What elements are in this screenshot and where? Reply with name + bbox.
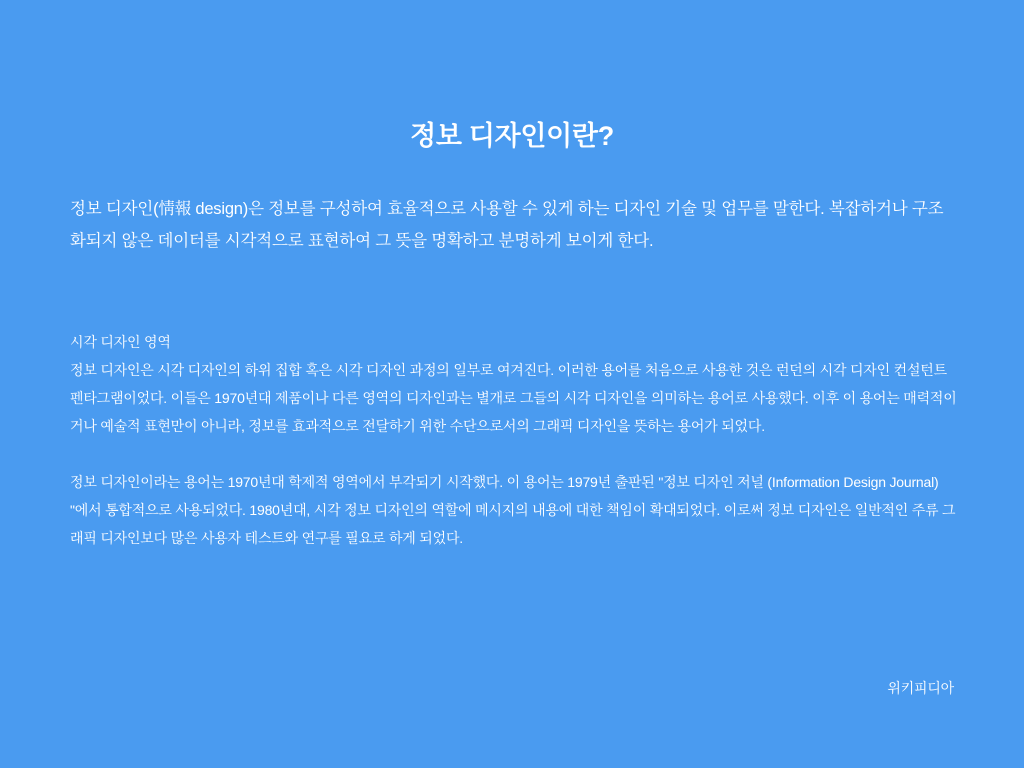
section-heading: 시각 디자인 영역 xyxy=(70,334,171,350)
intro-paragraph: 정보 디자인(情報 design)은 정보를 구성하여 효율적으로 사용할 수 있게 하는 디자인 기술 및 업무를 말한다. 복잡하거나 구조화되지 않은 데이터를 시각적으로 표현하여 그 뜻을 명확하고 분명하게 보이게 한다. xyxy=(70,199,944,250)
paragraph-spacer xyxy=(70,440,960,468)
body-paragraph-1: 정보 디자인은 시각 디자인의 하위 집합 혹은 시각 디자인 과정의 일부로 여겨진다. 이러한 용어를 처음으로 사용한 것은 런던의 시각 디자인 컨설턴트 펜타그램이었다. 이들은 1970년대 제품이나 다른 영역의 디자인과는 별개로 그들의 시각 디자인을 의미하는 용어로 사용했다. 이후 이 용어는 매력적이거나 예술적 표현만이 아니라, 정보를 효과적으로 전달하기 위한 수단으로서의 그래픽 디자인을 뜻하는 용어가 되었다. xyxy=(70,362,957,434)
source-attribution: 위키피디아 xyxy=(887,680,954,696)
body-paragraph-2: 정보 디자인이라는 용어는 1970년대 학제적 영역에서 부각되기 시작했다. 이 용어는 1979년 출판된 "정보 디자인 저널 (Information Design Journal) "에서 통합적으로 사용되었다. 1980년대, 시각 정보 디자인의 역할에 메시지의 내용에 대한 책임이 확대되었다. 이로써 정보 디자인은 일반적인 주류 그래픽 디자인보다 많은 사용자 테스트와 연구를 필요로 하게 되었다. xyxy=(70,474,956,546)
visual-design-section xyxy=(70,328,960,552)
page-title: 정보 디자인이란? xyxy=(410,121,614,152)
